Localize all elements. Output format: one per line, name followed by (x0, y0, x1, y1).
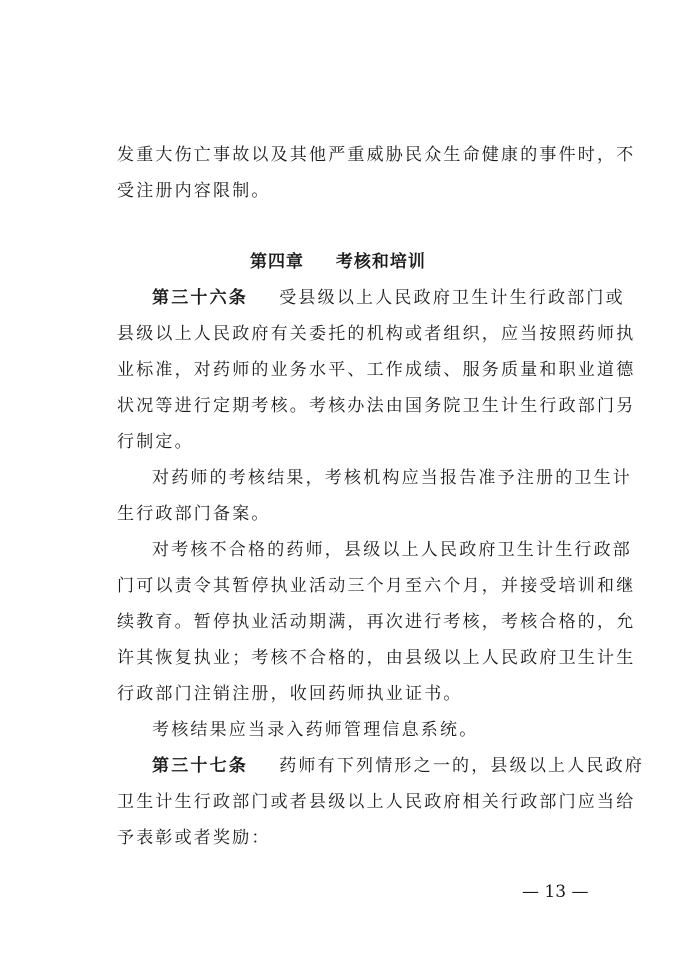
body-line: 发重大伤亡事故以及其他严重威胁民众生命健康的事件时，不 (117, 145, 636, 165)
chapter-title: 考核和培训 (335, 252, 426, 272)
body-line: 考核结果应当录入药师管理信息系统。 (152, 720, 479, 740)
article-37-label: 第三十七条 (152, 756, 248, 776)
body-line: 县级以上人民政府有关委托的机构或者组织，应当按照药师执 (117, 324, 636, 344)
body-line: 生行政部门备案。 (117, 504, 271, 524)
article-36-label: 第三十六条 (152, 288, 248, 308)
body-line: 业标准，对药师的业务水平、工作成绩、服务质量和职业道德 (117, 360, 636, 380)
article-37-first-line (152, 756, 652, 776)
page-number: — 13 — (522, 882, 589, 902)
body-line: 对考核不合格的药师，县级以上人民政府卫生计生行政部 (152, 540, 632, 560)
chapter-heading (250, 252, 450, 272)
body-line: 予表彰或者奖励： (117, 828, 271, 848)
body-line: 对药师的考核结果，考核机构应当报告准予注册的卫生计 (152, 468, 632, 488)
body-line: 续教育。暂停执业活动期满，再次进行考核，考核合格的，允 (117, 612, 636, 632)
body-line: 状况等进行定期考核。考核办法由国务院卫生计生行政部门另 (117, 396, 636, 416)
body-line: 行制定。 (117, 432, 194, 452)
article-37-text: 药师有下列情形之一的，县级以上人民政府 (279, 756, 645, 776)
body-line: 许其恢复执业；考核不合格的，由县级以上人民政府卫生计生 (117, 648, 636, 668)
chapter-number: 第四章 (250, 252, 304, 272)
article-36-text: 受县级以上人民政府卫生计生行政部门或 (279, 288, 625, 308)
body-line: 行政部门注销注册，收回药师执业证书。 (117, 684, 463, 704)
body-line: 门可以责令其暂停执业活动三个月至六个月，并接受培训和继 (117, 576, 636, 596)
body-line: 卫生计生行政部门或者县级以上人民政府相关行政部门应当给 (117, 792, 636, 812)
article-36-first-line (152, 288, 652, 308)
body-line: 受注册内容限制。 (117, 181, 271, 201)
